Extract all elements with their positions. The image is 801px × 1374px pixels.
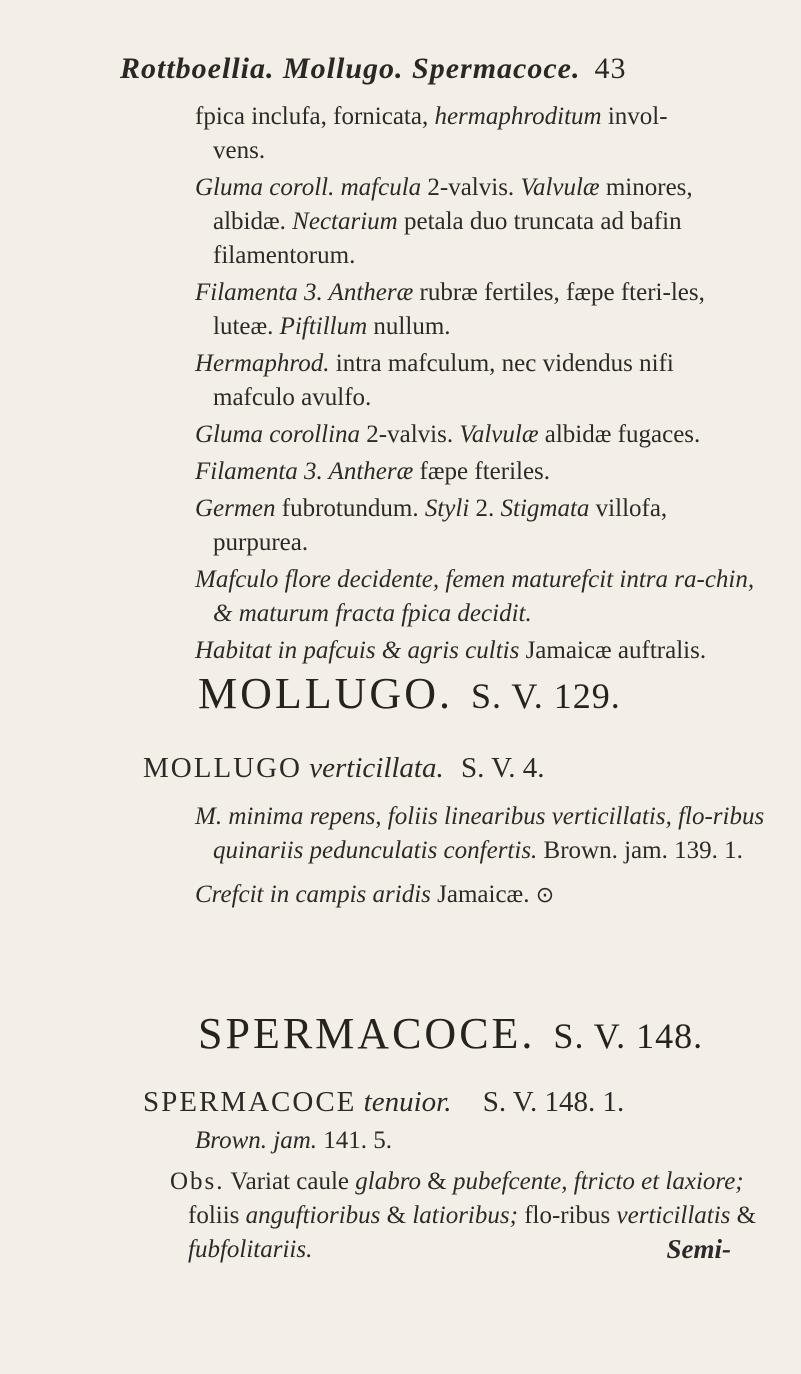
genus-title: SPERMACOCE. bbox=[198, 1009, 536, 1058]
text-italic: Gluma coroll. mafcula bbox=[195, 174, 422, 201]
paragraph-gluma-corollina bbox=[195, 418, 755, 452]
text: 2-valvis. bbox=[421, 174, 521, 201]
text: Jamaicæ auftralis. bbox=[519, 637, 707, 664]
paragraph-habitat bbox=[195, 634, 755, 668]
text: foliis bbox=[188, 1202, 246, 1229]
text-italic: Styli bbox=[424, 495, 470, 522]
species-line-spermacoce bbox=[143, 1086, 763, 1119]
text: albidæ fugaces. bbox=[538, 421, 701, 448]
text: vens. bbox=[213, 137, 266, 164]
paragraph-filamenta bbox=[195, 276, 755, 344]
mollugo-description bbox=[195, 800, 765, 916]
text-italic: fubfolitariis. bbox=[188, 1236, 313, 1263]
species-genus: MOLLUGO bbox=[143, 752, 302, 784]
text: invol- bbox=[601, 103, 668, 130]
text: fæpe fteriles. bbox=[413, 458, 551, 485]
genus-title: MOLLUGO. bbox=[198, 669, 453, 718]
text-italic: anguftioribus bbox=[245, 1202, 381, 1229]
text-italic: Filamenta 3. Antheræ bbox=[195, 279, 414, 306]
text-italic: pubefcente, ftricto et laxiore; bbox=[452, 1168, 744, 1195]
genus-heading-spermacoce bbox=[198, 1008, 703, 1059]
text-italic: glabro bbox=[355, 1168, 422, 1195]
text: Jamaicæ. bbox=[430, 881, 536, 908]
text: Variat caule bbox=[224, 1168, 356, 1195]
paragraph-germen bbox=[195, 492, 755, 560]
text-italic: verticillatis bbox=[616, 1202, 731, 1229]
paragraph-filamenta-2 bbox=[195, 455, 755, 489]
species-genus: SPERMACOCE bbox=[143, 1086, 357, 1118]
paragraph-gluma bbox=[195, 171, 755, 273]
species-reference: S. V. 4. bbox=[461, 752, 545, 784]
text: villofa, purpurea. bbox=[213, 495, 668, 556]
text: & bbox=[730, 1202, 757, 1229]
paragraph-habitat bbox=[195, 878, 765, 913]
paragraph-mafculo: Mafculo flore decidente, femen maturefcit intra ra-chin, & maturum fracta fpica decidit. bbox=[195, 566, 755, 627]
text: & bbox=[380, 1202, 413, 1229]
text: & bbox=[421, 1168, 453, 1195]
species-line-mollugo bbox=[143, 752, 763, 785]
rottboellia-description bbox=[195, 100, 755, 671]
text: Brown. jam. 139. 1. bbox=[537, 837, 743, 864]
text-italic: Valvulæ bbox=[520, 174, 600, 201]
text-italic: Germen bbox=[195, 495, 276, 522]
text-italic: latioribus; bbox=[412, 1202, 518, 1229]
paragraph-spica bbox=[195, 100, 755, 168]
genus-reference: S. V. 129. bbox=[470, 676, 621, 716]
running-head bbox=[120, 52, 720, 86]
text: intra mafculum, nec videndus nifi mafculo avulfo. bbox=[213, 350, 674, 411]
text-italic: Hermaphrod. bbox=[195, 350, 330, 377]
text: 2. bbox=[469, 495, 501, 522]
catchword: Semi- bbox=[666, 1234, 731, 1264]
text-italic: hermaphroditum bbox=[434, 103, 602, 130]
paragraph-diagnosis bbox=[195, 800, 765, 868]
text: 2-valvis. bbox=[360, 421, 460, 448]
text-italic: Brown. jam. bbox=[195, 1127, 317, 1154]
text-italic: Piftillum bbox=[279, 313, 368, 340]
species-epithet: verticillata. bbox=[309, 752, 444, 784]
genus-reference: S. V. 148. bbox=[553, 1016, 704, 1056]
text: fubrotundum. bbox=[275, 495, 425, 522]
genus-heading-mollugo bbox=[198, 668, 621, 719]
text-italic: Gluma corollina bbox=[195, 421, 361, 448]
text: rubræ fertiles, fæpe fteri-les, luteæ. bbox=[213, 279, 705, 340]
species-epithet: tenuior. bbox=[363, 1086, 452, 1118]
text-italic: Habitat in pafcuis & agris cultis bbox=[195, 637, 520, 664]
text: flo-ribus bbox=[517, 1202, 617, 1229]
text-italic: Stigmata bbox=[500, 495, 590, 522]
paragraph-brown bbox=[195, 1124, 765, 1158]
text: nullum. bbox=[367, 313, 451, 340]
running-head-title: Rottboellia. Mollugo. Spermacoce. bbox=[120, 52, 581, 85]
text: fpica inclufa, fornicata, bbox=[195, 103, 435, 130]
text: minores, albidæ. bbox=[213, 174, 693, 235]
text-italic: Nectarium bbox=[292, 208, 398, 235]
text-italic: Crefcit in campis aridis bbox=[195, 881, 431, 908]
paragraph-hermaphrod bbox=[195, 347, 755, 415]
spermacoce-description bbox=[195, 1124, 765, 1161]
obs-label: Obs. bbox=[170, 1168, 225, 1195]
text: petala duo truncata ad bafin filamentorum. bbox=[213, 208, 682, 269]
text: 141. 5. bbox=[317, 1127, 392, 1154]
text-italic: Filamenta 3. Antheræ bbox=[195, 458, 414, 485]
text-italic: M. minima repens, foliis linearibus verticillatis, flo-ribus quinariis pedunculatis confertis. bbox=[195, 803, 765, 864]
species-reference: S. V. 148. 1. bbox=[482, 1086, 625, 1118]
page-number: 43 bbox=[594, 52, 627, 85]
annual-symbol-icon: ⊙ bbox=[535, 883, 555, 908]
text-italic: Valvulæ bbox=[459, 421, 539, 448]
